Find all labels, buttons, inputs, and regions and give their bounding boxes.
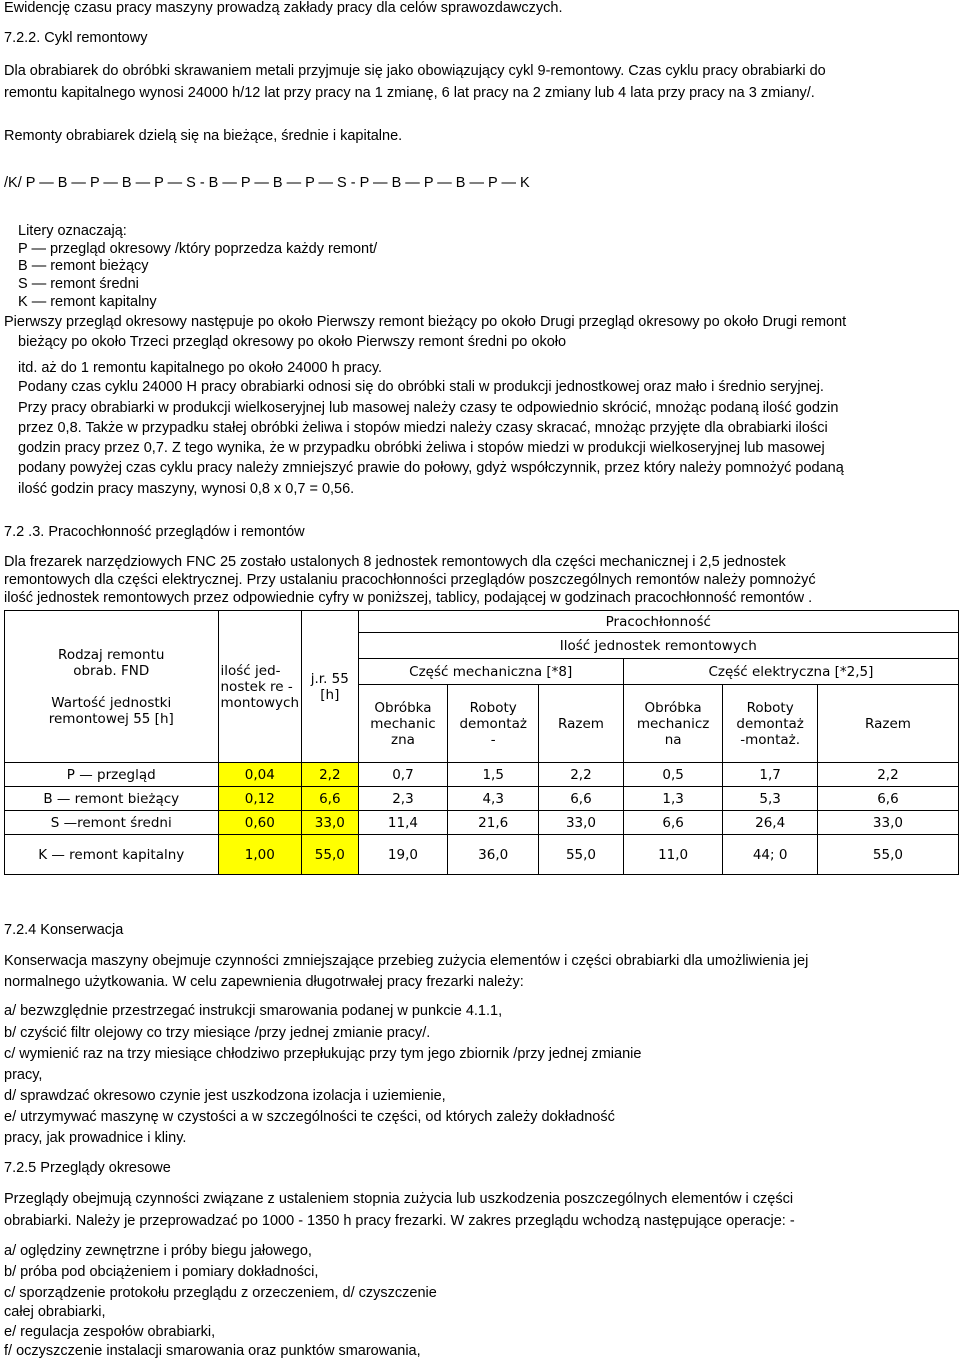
list-item: b/ czyścić filtr olejowy co trzy miesiące /przy jednej zmianie pracy/. — [4, 1025, 431, 1041]
paragraph-line: Dla frezarek narzędziowych FNC 25 zostało ustalonych 8 jednostek remontowych dla części mechanicznej i 2,5 jednostek — [4, 554, 786, 570]
header-unit-count — [218, 611, 302, 763]
cell: 33,0 — [817, 811, 958, 835]
header-labor: Pracochłonność — [358, 611, 958, 633]
paragraph-line: ilość godzin pracy maszyny, wynosi 0,8 x 0,7 = 0,56. — [18, 481, 355, 497]
cell: 5,3 — [723, 787, 818, 811]
cell: 6,6 — [623, 811, 723, 835]
cell: 0,60 — [218, 811, 302, 835]
header-units: Ilość jednostek remontowych — [358, 633, 958, 659]
section-heading: 7.2.4 Konserwacja — [4, 922, 124, 938]
legend-item: B — remont bieżący — [18, 258, 149, 274]
list-item: a/ bezwzględnie przestrzegać instrukcji smarowania podanej w punkcie 4.1.1, — [4, 1003, 503, 1019]
cell: 2,3 — [358, 787, 448, 811]
cell: 55,0 — [817, 835, 958, 875]
header-text: obrab. FND — [73, 662, 150, 679]
header-machining-elec: Obróbka mechanicz na — [623, 685, 723, 763]
paragraph-line: Konserwacja maszyny obejmuje czynności zmniejszające przebieg zużycia elementów i części obrabiarki dla umożliwienia jej — [4, 953, 809, 969]
header-mechanical: Część mechaniczna [*8] — [358, 659, 623, 685]
cell: 33,0 — [302, 811, 359, 835]
header-text: Rodzaj remontu — [58, 646, 165, 663]
list-item: f/ oczyszczenie instalacji smarowania oraz punktów smarowania, — [4, 1343, 421, 1359]
legend-item: S — remont średni — [18, 276, 139, 292]
header-jr: j.r. 55 [h] — [302, 611, 359, 763]
paragraph-line: Przy pracy obrabiarki w produkcji wielkoseryjnej lub masowej należy czasy te odpowiednio skrócić, mnożąc podaną ilość godzin — [18, 400, 839, 416]
cell: 2,2 — [817, 763, 958, 787]
cell: 4,3 — [448, 787, 539, 811]
paragraph-line: przez 0,8. Także w przypadku stałej obróbki żeliwa i stopów miedzi należy czasy skracać, mnożąc przyjęte dla obrabiarki ilości — [18, 420, 828, 436]
header-total-elec: Razem — [817, 685, 958, 763]
cell: 11,4 — [358, 811, 448, 835]
paragraph-line: godzin pracy przez 0,7. Z tego wynika, że w przypadku obróbki żeliwa i stopów miedzi w produkcji wielkoseryjnej lub masowej — [18, 440, 825, 456]
cell: 44; 0 — [723, 835, 818, 875]
paragraph-line: obrabiarki. Należy je przeprowadzać po 1000 - 1350 h pracy frezarki. W zakres przeglądu wchodzą następujące operacje: - — [4, 1213, 795, 1229]
cell: 1,3 — [623, 787, 723, 811]
cell: 6,6 — [302, 787, 359, 811]
cell: 6,6 — [539, 787, 624, 811]
header-repair-type — [5, 611, 219, 763]
list-item: pracy, jak prowadnice i kliny. — [4, 1130, 187, 1146]
list-item: c/ sporządzenie protokołu przeglądu z orzeczeniem, d/ czyszczenie — [4, 1285, 437, 1301]
header-text: nostek re - — [220, 678, 293, 695]
cycle-sequence: /K/ P — B — P — B — P — S - B — P — B — P — S - P — B — P — B — P — K — [4, 175, 530, 191]
cell: 33,0 — [539, 811, 624, 835]
paragraph-line: Podany czas cyklu 24000 H pracy obrabiarki odnosi się do obróbki stali w produkcji jednostkowej oraz mało i średnio seryjnej. — [18, 379, 824, 395]
row-label: P — przegląd — [5, 763, 219, 787]
header-text: remontowej 55 [h] — [48, 710, 174, 727]
header-text: montowych — [220, 694, 300, 711]
section-heading: 7.2 .3. Pracochłonność przeglądów i remontów — [4, 524, 305, 540]
legend-item: P — przegląd okresowy /który poprzedza każdy remont/ — [18, 241, 378, 257]
list-item: d/ sprawdzać okresowo czynie jest uszkodzona izolacja i uziemienie, — [4, 1088, 446, 1104]
header-text: Wartość jednostki — [51, 694, 172, 711]
cell: 1,7 — [723, 763, 818, 787]
paragraph-line: remontowych dla części elektrycznej. Przy ustalaniu pracochłonności przeglądów poszczególnych remontów należy pomnożyć — [4, 572, 816, 588]
row-label: K — remont kapitalny — [5, 835, 219, 875]
list-item: całej obrabiarki, — [4, 1304, 106, 1320]
row-label: S —remont średni — [5, 811, 219, 835]
cell: 11,0 — [623, 835, 723, 875]
paragraph-line: ilość jednostek remontowych przez odpowiednie cyfry w poniższej, tablicy, podającej w godzinach pracochłonność remontów . — [4, 590, 813, 606]
cell: 0,5 — [623, 763, 723, 787]
paragraph-line: Dla obrabiarek do obróbki skrawaniem metali przyjmuje się jako obowiązujący cykl 9-remontowy. Czas cyklu pracy obrabiarki do — [4, 63, 826, 79]
cell: 26,4 — [723, 811, 818, 835]
cell: 1,5 — [448, 763, 539, 787]
cell: 55,0 — [302, 835, 359, 875]
list-item: a/ oględziny zewnętrzne i próby biegu jałowego, — [4, 1243, 312, 1259]
legend-heading: Litery oznaczają: — [18, 223, 127, 239]
paragraph-line: normalnego użytkowania. W celu zapewnienia długotrwałej pracy frezarki należy: — [4, 974, 524, 990]
header-disassembly-mech: Roboty demontaż - — [448, 685, 539, 763]
cell: 2,2 — [539, 763, 624, 787]
list-item: e/ regulacja zespołów obrabiarki, — [4, 1324, 216, 1340]
list-item: b/ próba pod obciążeniem i pomiary dokładności, — [4, 1264, 319, 1280]
maintenance-labor-table — [4, 610, 959, 875]
row-label: B — remont bieżący — [5, 787, 219, 811]
cell: 1,00 — [218, 835, 302, 875]
legend-item: K — remont kapitalny — [18, 294, 157, 310]
paragraph-line: Ewidencję czasu pracy maszyny prowadzą zakłady pracy dla celów sprawozdawczych. — [4, 0, 563, 16]
paragraph-line: itd. aż do 1 remontu kapitalnego po około 24000 h pracy. — [18, 360, 383, 376]
cell: 19,0 — [358, 835, 448, 875]
cell: 0,7 — [358, 763, 448, 787]
cell: 55,0 — [539, 835, 624, 875]
section-heading: 7.2.2. Cykl remontowy — [4, 30, 148, 46]
paragraph-line: Przeglądy obejmują czynności związane z ustaleniem stopnia zużycia lub uszkodzenia poszczególnych elementów i części — [4, 1191, 794, 1207]
list-item: e/ utrzymywać maszynę w czystości a w szczególności te części, od których zależy dokładność — [4, 1109, 615, 1125]
cell: 2,2 — [302, 763, 359, 787]
list-item: c/ wymienić raz na trzy miesiące chłodziwo przepłukując przy tym jego zbiornik /przy jednej zmianie — [4, 1046, 642, 1062]
cell: 0,12 — [218, 787, 302, 811]
paragraph-line: Remonty obrabiarek dzielą się na bieżące, średnie i kapitalne. — [4, 128, 403, 144]
header-total-mech: Razem — [539, 685, 624, 763]
list-item: pracy, — [4, 1067, 43, 1083]
section-heading: 7.2.5 Przeglądy okresowe — [4, 1160, 171, 1176]
header-text: ilość jed- — [220, 662, 281, 679]
cell: 0,04 — [218, 763, 302, 787]
header-machining-mech: Obróbka mechanic zna — [358, 685, 448, 763]
header-disassembly-elec: Roboty demontaż -montaż. — [723, 685, 818, 763]
paragraph-line: podany powyżej czas cyklu pracy należy zmniejszyć prawie do połowy, gdyż współczynnik, przez który należy pomnożyć podaną — [18, 460, 844, 476]
cell: 36,0 — [448, 835, 539, 875]
header-electrical: Część elektryczna [*2,5] — [623, 659, 958, 685]
cell: 6,6 — [817, 787, 958, 811]
cell: 21,6 — [448, 811, 539, 835]
paragraph-line: remontu kapitalnego wynosi 24000 h/12 lat przy pracy na 1 zmianę, 6 lat pracy na 2 zmiany lub 4 lata przy pracy na 3 zmiany/. — [4, 85, 815, 101]
paragraph-line: bieżący po około Trzeci przegląd okresowy po około Pierwszy remont średni po około — [18, 334, 567, 350]
paragraph-line: Pierwszy przegląd okresowy następuje po około Pierwszy remont bieżący po około Drugi przegląd okresowy po około Drugi remont — [4, 314, 847, 330]
